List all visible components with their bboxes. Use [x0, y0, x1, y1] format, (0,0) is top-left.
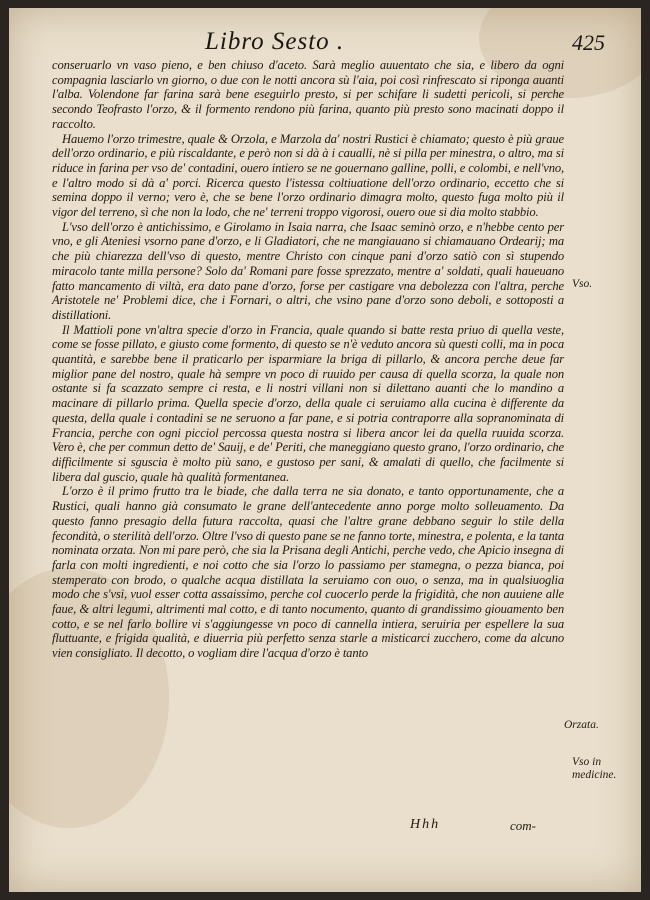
page-header: [9, 28, 641, 58]
margin-note-uso-medicine: Vso in medicine.: [572, 756, 617, 781]
signature-mark: Hhh: [410, 817, 441, 832]
paragraph: L'vso dell'orzo è antichissimo, e Girolamo in Isaia narra, che Isaac seminò orzo, e n'hebbe cento per vno, e gli Ateniesi vsorno pane d'orzo, e li Gladiatori, che ne mangiauano si chiamauano Ordearij; ma che più chiarezza dell'vso di questo, mentre Christo con cinque pani d'orzo satiò con sì stupendo miracolo tante milla persone? Solo da' Romani pare fosse sprezzato, mentre a' soldati, quali haueuano fatto mancamento di viltà, era dato pane d'orzo, forse per castigare vna debolezza con l'altra, perche Aristotele ne' Problemi dice, che i Fornari, o altri, che vsino pane d'orzo sono deboli, e sottoposti a distillationi.: [52, 219, 564, 322]
paragraph: L'orzo è il primo frutto tra le biade, che dalla terra ne sia donato, e tanto opportunamente, che a Rustici, quali hanno già consumato le grane dell'antecedente anno porge molto solleuamento. Da questo fanno presagio della futura raccolta, quasi che l'altre grane debbano seguir lo stile della fecondità, o sterilità dell'orzo. Oltre l'vso di questo pane se ne fanno torte, minestra, e polenta, e la tanta nominata orzata. Non mi pare però, che sia la Prisana degli Antichi, perche vedo, che Apicio insegna di farla con molti ingredienti, e noi cotto che sia l'orzo lo passiamo per stamegna, o pezza bianca, poi stemperato con brodo, o qualche acqua distillata la seruiamo con ouo, o senza, ma in qualsiuoglia modo che s'vsi, vuol esser cotta assaissimo, perche col cuocerlo perde la frigidità, che non auuiene alle faue, & altri legumi, altrimenti mal cotto, e di tanto nocumento, quanto di grandissimo giouamento ben cotto, e se nel farlo bollire vi s'aggiungesse vn poco di cannella intiera, seruiria per espellere la sua fluttuante, e frigida qualità, e diuerria più perfetto senza starle a misticarci zucchero, come da alcuno vien consigliato. Il decotto, o vogliam dire l'acqua d'orzo è tanto: [52, 484, 564, 661]
paragraph: conseruarlo vn vaso pieno, e ben chiuso d'aceto. Sarà meglio auuentato che sia, e libero da ogni compagnia lasciarlo vn giorno, o due con le notti ancora sù l'aia, poi così rinfrescato si riponga auanti l'alba. Volendone far farina sarà bene eseguirlo presto, si per schifare li sudetti pericoli, si perche secondo Teofrasto l'orzo, & il formento rendono più farina, quanto più presto sono macinati doppo il raccolto.: [52, 58, 564, 131]
book-page: [9, 8, 641, 892]
paragraph: Hauemo l'orzo trimestre, quale & Orzola, e Marzola da' nostri Rustici è chiamato; questo è più graue dell'orzo ordinario, e più riscaldante, e però non si dà à i caualli, nè si pilla per minestra, o altro, ma si riduce in farina per vso de' contadini, ouero intiero se ne gouernano galline, polli, e colombi, e nell'vno, e l'altro modo si dà a' porci. Ricerca questo l'istessa coltiuatione dell'orzo ordinario, eccetto che si semina doppo il verno; vero è, che se bene l'orzo ordinario dimagra molto, questo fuga molto più il vigor del terreno, sì che non la lodo, che ne' terreni troppo vigorosi, ouero oue si dia molto stabbio.: [52, 131, 564, 220]
page-number: 425: [572, 30, 605, 55]
margin-note-uso: Vso.: [572, 278, 593, 290]
margin-note-orzata: Orzata.: [564, 719, 599, 731]
body-text: [52, 58, 564, 661]
catchword: com-: [510, 818, 536, 833]
running-title: Libro Sesto .: [205, 28, 345, 55]
paragraph: Il Mattioli pone vn'altra specie d'orzo in Francia, quale quando si batte resta priuo di quella veste, come se fosse pillato, e giusto come formento, di questo se n'è veduto ancora sù questi colli, ma in poca quantità, e sarebbe bene il praticarlo per isparmiare la briga di pillarlo, & ancora perche deue far miglior pane del nostro, quale hà sempre vn poco di ruuido per causa di quella scorza, la quale non ostante si fa scazzato sempre ci resta, e li nostri villani non si dilettano auanti che lo mandino a macinare di pillarlo prima. Quella specie d'orzo, della quale ci seruiamo alla cucina è differente da questa, della quale i contadini se ne seruono a far pane, e si potria contraporre alla sopranominata di Francia, perche con ogni picciol percossa questa nostra si libera ancor lei da quella ruuida scorza. Vero è, che per commun detto de' Sauij, e de' Periti, che maneggiano questo grano, l'orzo ordinario, che difficilmente si sguscia è molto più sano, e gustoso per sani, & amalati di quello, che facilmente si libera dal guscio, quale hà qualità formentanea.: [52, 322, 564, 484]
